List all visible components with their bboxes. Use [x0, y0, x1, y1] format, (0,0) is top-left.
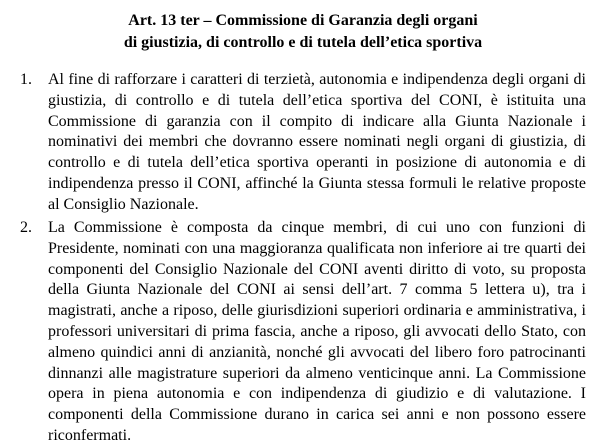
article-title-line-1	[0, 10, 606, 32]
paragraph-number-2: 2.	[20, 219, 32, 236]
paragraph-number-1: 1.	[20, 71, 32, 88]
article-title-line-2	[0, 32, 606, 54]
article-title-text-1: Art. 13 ter – Commissione di Garanzia degli organi	[128, 12, 478, 29]
paragraph-2: La Commissione è composta da cinque membri, di cui uno con funzioni di Presidente, nominati con una maggioranza qualificata non inferiore ai tre quarti dei componenti del Consiglio Nazionale del CONI aventi diritto di voto, su proposta della Giunta Nazionale del CONI ai sensi dell’art. 7 comma 5 lettera u), tra i magistrati, anche a riposo, delle giurisdizioni superiori ordinaria e amministrativa, i professori universitari di prima fascia, anche a riposo, gli avvocati dello Stato, con almeno quindici anni di anzianità, nonché gli avvocati del libero foro patrocinanti dinnanzi alle magistrature superiori da almeno venticinque anni. La Commissione opera in piena autonomia e con indipendenza di giudizio e di valutazione. I componenti della Commissione durano in carica sei anni e non possono essere riconfermati.	[48, 219, 586, 444]
paragraph-1: Al fine di rafforzare i caratteri di terzietà, autonomia e indipendenza degli organi di giustizia, di controllo e di tutela dell’etica sportiva del CONI, è istituita una Commissione di garanzia con il compito di indicare alla Giunta Nazionale i nominativi dei membri che dovranno essere nominati negli organi di giustizia, di controllo e di tutela dell’etica sportiva operanti in posizione di autonomia e di indipendenza presso il CONI, affinché la Giunta stessa formuli le relative proposte al Consiglio Nazionale.	[48, 71, 586, 213]
article-title-text-2: di giustizia, di controllo e di tutela dell’etica sportiva	[123, 34, 483, 51]
